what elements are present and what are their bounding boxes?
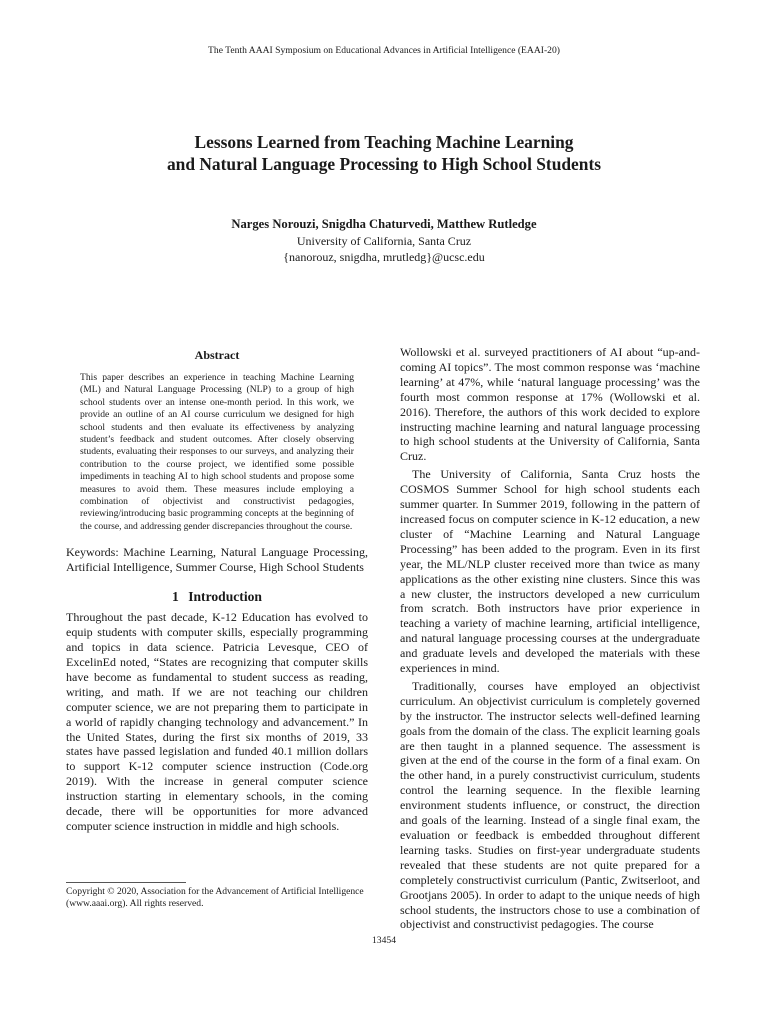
author-emails: {nanorouz, snigdha, mrutledg}@ucsc.edu (283, 250, 485, 264)
paper-title (0, 131, 768, 175)
author-names: Narges Norouzi, Snigdha Chaturvedi, Matthew Rutledge (231, 217, 537, 231)
right-paragraph-3: Traditionally, courses have employed an objectivist curriculum. An objectivist curriculum is completely governed by the instructor. The instructor selects well-defined learning goals from the domain of the class. The explicit learning goals are then taught in a planned sequence. The assessment is given at the end of the course in the form of a final exam. On the other hand, in a purely constructivist curriculum, students control the learning sequence. In the flexible learning environment students influence, or construct, the direction and goals of the learning. Instead of a single final exam, the evaluation or feedback is embedded throughout different learning tasks. Studies on first-year undergraduate students revealed that these students are not quite prepared for a completely constructivist curriculum (Pantic, Zwitserloot, and Grootjans 2005). In order to adapt to the unique needs of high school students, the instructors chose to use a combination of objectivist and constructivist pedagogies. The course (400, 678, 700, 932)
copyright-footnote: Copyright © 2020, Association for the Advancement of Artificial Intelligence (www.aaai.org). All rights reserved. (66, 886, 364, 909)
author-affiliation-block (0, 233, 768, 265)
affiliation: University of California, Santa Cruz (296, 234, 472, 248)
footnote-divider (66, 882, 186, 883)
keywords: Keywords: Machine Learning, Natural Language Processing, Artificial Intelligence, Summer Course, High School Students (66, 545, 368, 575)
abstract-body: This paper describes an experience in teaching Machine Learning (ML) and Natural Language Processing (NLP) to a group of high school students over an intense one-month period. In this work, we provide an outline of an AI course curriculum we designed for high school students and then evaluate its effectiveness by analyzing student’s feedback and student outcomes. After closely observing students, evaluating their responses to our surveys, and analyzing their contribution to the course project, we identified some possible impediments in teaching AI to high school students and propose some measures to avoid them. These measures include employing a combination of objectivist and constructivist pedagogies, reviewing/introducing basic programming concepts at the beginning of the course, and addressing gender discrepancies throughout the course. (80, 372, 354, 532)
title-line-2: and Natural Language Processing to High School Students (166, 154, 602, 174)
page-number: 13454 (372, 935, 396, 946)
conference-header: The Tenth AAAI Symposium on Educational Advances in Artificial Intelligence (EAAI-20) (208, 45, 560, 56)
intro-paragraph-1: Throughout the past decade, K-12 Education has evolved to equip students with computer skills, especially programming and topics in data science. Patricia Levesque, CEO of ExcelinEd noted, “States are recognizing that computer skills have become as fundamental to student success as reading, writing, and math. If we are not teaching our children computer science, we are not preparing them to participate in a world of rapidly changing technology and advancement.” In the United States, during the first six months of 2019, 33 states have passed legislation and funded 40.1 million dollars to support K-12 computer science instruction (Code.org 2019). With the increase in general computer science instruction starting in elementary schools, in the coming decade, there will be opportunities for more advanced computer science instruction in middle and high schools. (66, 610, 368, 833)
abstract-heading: Abstract (194, 348, 240, 362)
title-line-1: Lessons Learned from Teaching Machine Learning (194, 132, 574, 152)
section-heading-introduction: 1 Introduction (172, 589, 262, 605)
right-paragraph-2: The University of California, Santa Cruz hosts the COSMOS Summer School for high school students each summer quarter. In Summer 2019, following in the pattern of increased focus on computer science in K-12 education, a new cluster of “Machine Learning and Natural Language Processing” has been added to the program. Even in its first year, the ML/NLP cluster received more than twice as many applications as the other existing nine clusters. Since this was a new cluster, the instructors developed a new curriculum from scratch. Both instructors have prior experience in teaching a variety of machine learning, artificial intelligence, and natural language processing courses at the undergraduate and graduate levels and developed the materials with these experiences in mind. (400, 467, 700, 676)
left-column (66, 345, 368, 834)
right-column (400, 345, 700, 932)
right-paragraph-1: Wollowski et al. surveyed practitioners of AI about “up-and-coming AI topics”. The most common response was ‘machine learning’ at 47%, while ‘natural language processing’ was the fourth most common response at 17% (Wollowski et al. 2016). Therefore, the authors of this work decided to explore instructing machine learning and natural language processing to high school students at the University of California, Santa Cruz. (400, 345, 700, 464)
